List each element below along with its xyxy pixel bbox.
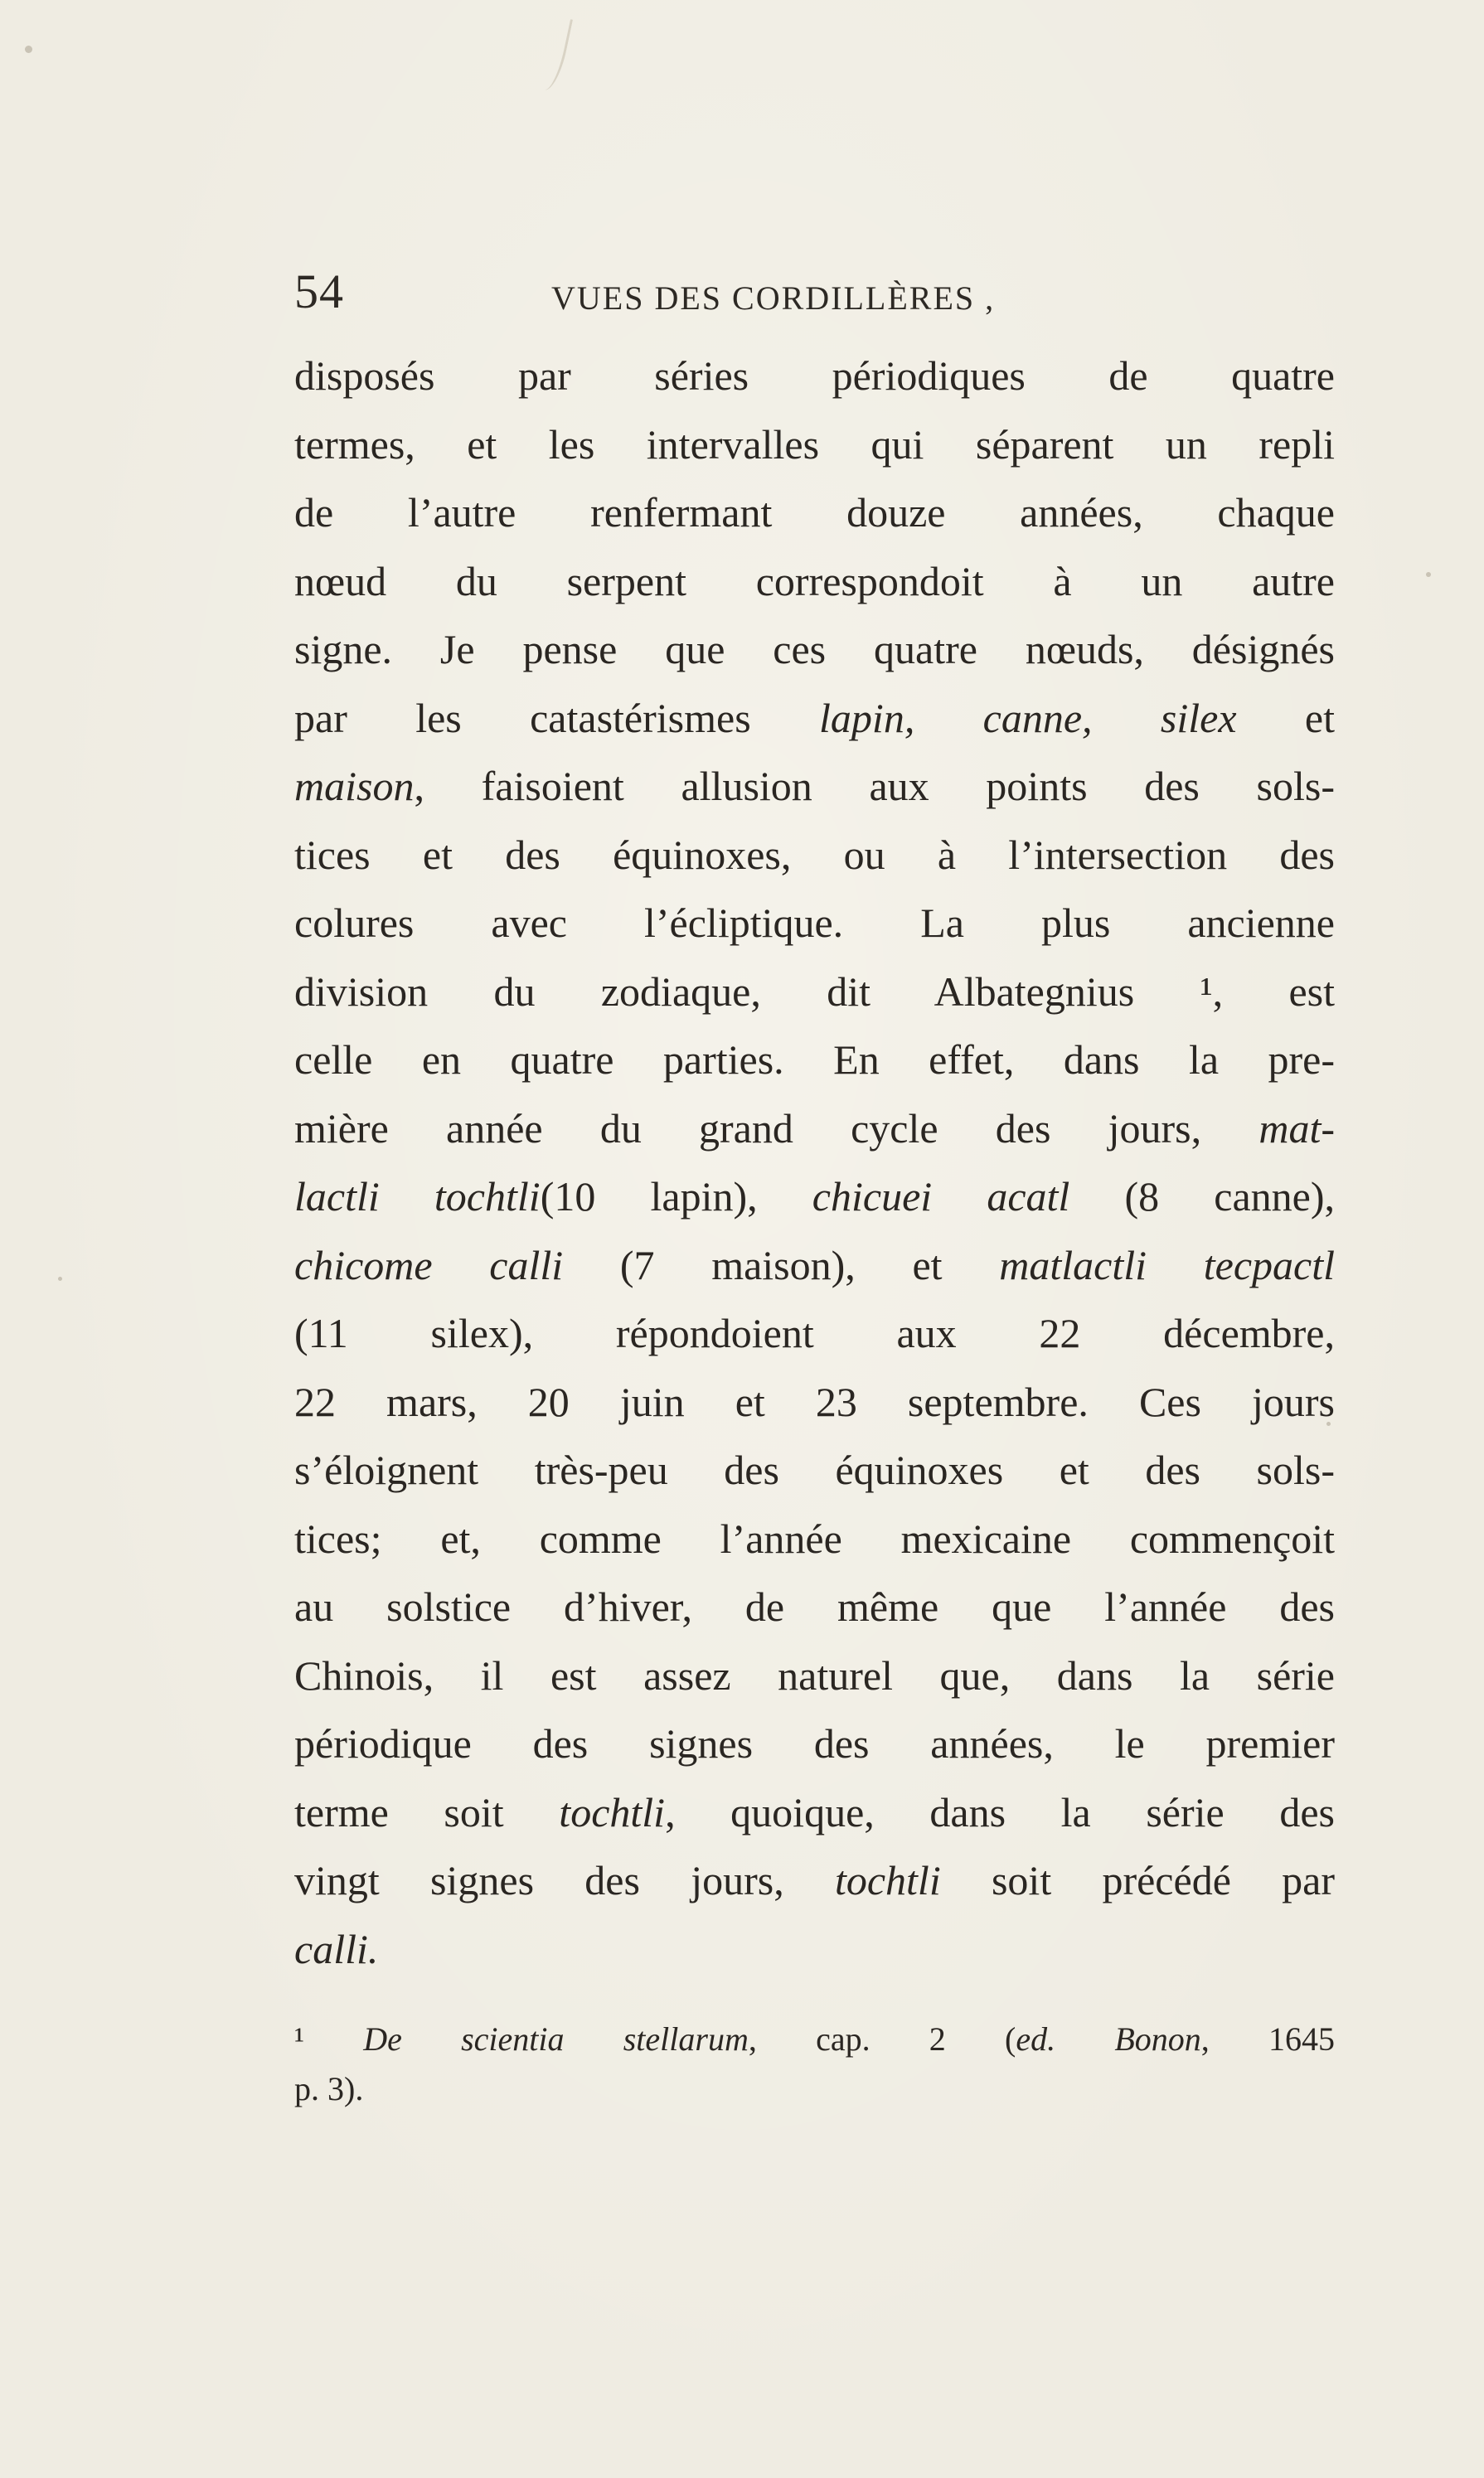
text-segment: termes, et les intervalles qui séparent un repli: [294, 420, 1335, 468]
page-header: [294, 264, 1335, 330]
text-line: [294, 478, 1335, 547]
text-segment: 22 mars, 20 juin et 23 septembre. Ces jours: [294, 1378, 1335, 1425]
footnote: [294, 2015, 1335, 2114]
italic-text: lapin, canne, silex: [819, 694, 1237, 741]
text-segment: signe. Je pense que ces quatre nœuds, désignés: [294, 626, 1335, 672]
text-line: [294, 1368, 1335, 1437]
text-line: [294, 342, 1335, 410]
italic-text: chicome calli: [294, 1241, 564, 1288]
text-segment: disposés par séries périodiques de quatre: [294, 352, 1335, 399]
text-segment: , faisoient allusion aux points des sols-: [414, 763, 1335, 809]
italic-text: chicuei acatl: [812, 1173, 1070, 1220]
running-title: VUES DES CORDILLÈRES ,: [551, 279, 996, 317]
text-segment: division du zodiaque, dit Albategnius ¹, est: [294, 967, 1335, 1015]
italic-text: De scientia stellarum: [363, 2020, 749, 2058]
text-segment: (7 maison), et: [563, 1241, 1000, 1288]
text-line: [294, 1641, 1335, 1710]
paper-speck: [25, 46, 32, 53]
text-line: [294, 821, 1335, 890]
text-segment: celle en quatre parties. En effet, dans la pre-: [294, 1036, 1335, 1083]
text-segment: ¹: [294, 2020, 364, 2058]
text-segment: colures avec l’écliptique. La plus ancienne: [294, 900, 1335, 946]
text-line: [294, 1231, 1335, 1300]
italic-text: mat-: [1258, 1104, 1335, 1152]
italic-text: matlactli tecpactl: [999, 1241, 1335, 1288]
ink-stain: [536, 15, 573, 93]
text-line: [294, 1915, 1335, 1984]
text-line: [294, 752, 1335, 821]
text-segment: (8 canne),: [1069, 1173, 1335, 1220]
italic-text: lactli tochtli: [294, 1173, 541, 1220]
text-segment: Chinois, il est assez naturel que, dans la série: [294, 1651, 1335, 1699]
paper-speck: [1426, 572, 1431, 577]
text-segment: tices et des équinoxes, ou à l’intersection des: [294, 831, 1335, 878]
text-segment: mière année du grand cycle des jours,: [294, 1104, 1259, 1152]
text-segment: s’éloignent très-peu des équinoxes et des sols-: [294, 1447, 1335, 1493]
text-segment: périodique des signes des années, le premier: [294, 1720, 1335, 1767]
text-segment: (11 silex), répondoient aux 22 décembre,: [294, 1310, 1335, 1356]
text-segment: nœud du serpent correspondoit à un autre: [294, 557, 1335, 604]
text-segment: soit précédé par: [940, 1857, 1335, 1903]
text-line: [294, 1709, 1335, 1778]
text-segment: tices; et, comme l’année mexicaine commençoit: [294, 1515, 1335, 1562]
text-segment: vingt signes des jours,: [294, 1857, 835, 1903]
italic-text: calli.: [294, 1925, 379, 1972]
text-line: [294, 1505, 1335, 1574]
text-segment: terme soit: [294, 1788, 560, 1835]
text-segment: , 1645: [1200, 2020, 1336, 2058]
text-line: [294, 958, 1335, 1026]
text-line: [294, 410, 1335, 479]
footnote-line: [294, 2015, 1335, 2064]
text-segment: (10 lapin),: [540, 1173, 812, 1220]
italic-text: tochtli: [834, 1857, 941, 1903]
text-segment: par les catastérismes: [294, 694, 820, 741]
body-text: [294, 342, 1335, 1983]
text-line: [294, 1846, 1335, 1915]
footnote-line: [294, 2064, 1335, 2114]
text-line: [294, 615, 1335, 684]
text-line: [294, 1162, 1335, 1231]
paper-speck: [58, 1277, 62, 1281]
text-segment: de l’autre renfermant douze années, chaque: [294, 489, 1335, 536]
italic-text: ed. Bonon: [1016, 2020, 1201, 2058]
text-segment: et: [1236, 694, 1335, 741]
page-number: 54: [294, 264, 344, 318]
italic-text: maison: [294, 763, 415, 809]
text-line: [294, 547, 1335, 616]
text-line: [294, 1436, 1335, 1505]
text-segment: , quoique, dans la série des: [665, 1788, 1335, 1835]
text-line: [294, 684, 1335, 753]
text-line: [294, 1094, 1335, 1163]
text-line: [294, 1299, 1335, 1368]
text-segment: au solstice d’hiver, de même que l’année des: [294, 1583, 1335, 1630]
text-line: [294, 1778, 1335, 1847]
text-segment: p. 3).: [294, 2070, 364, 2107]
italic-text: tochtli: [559, 1788, 666, 1835]
text-line: [294, 889, 1335, 958]
text-line: [294, 1573, 1335, 1641]
text-segment: , cap. 2 (: [748, 2020, 1016, 2058]
text-line: [294, 1026, 1335, 1094]
